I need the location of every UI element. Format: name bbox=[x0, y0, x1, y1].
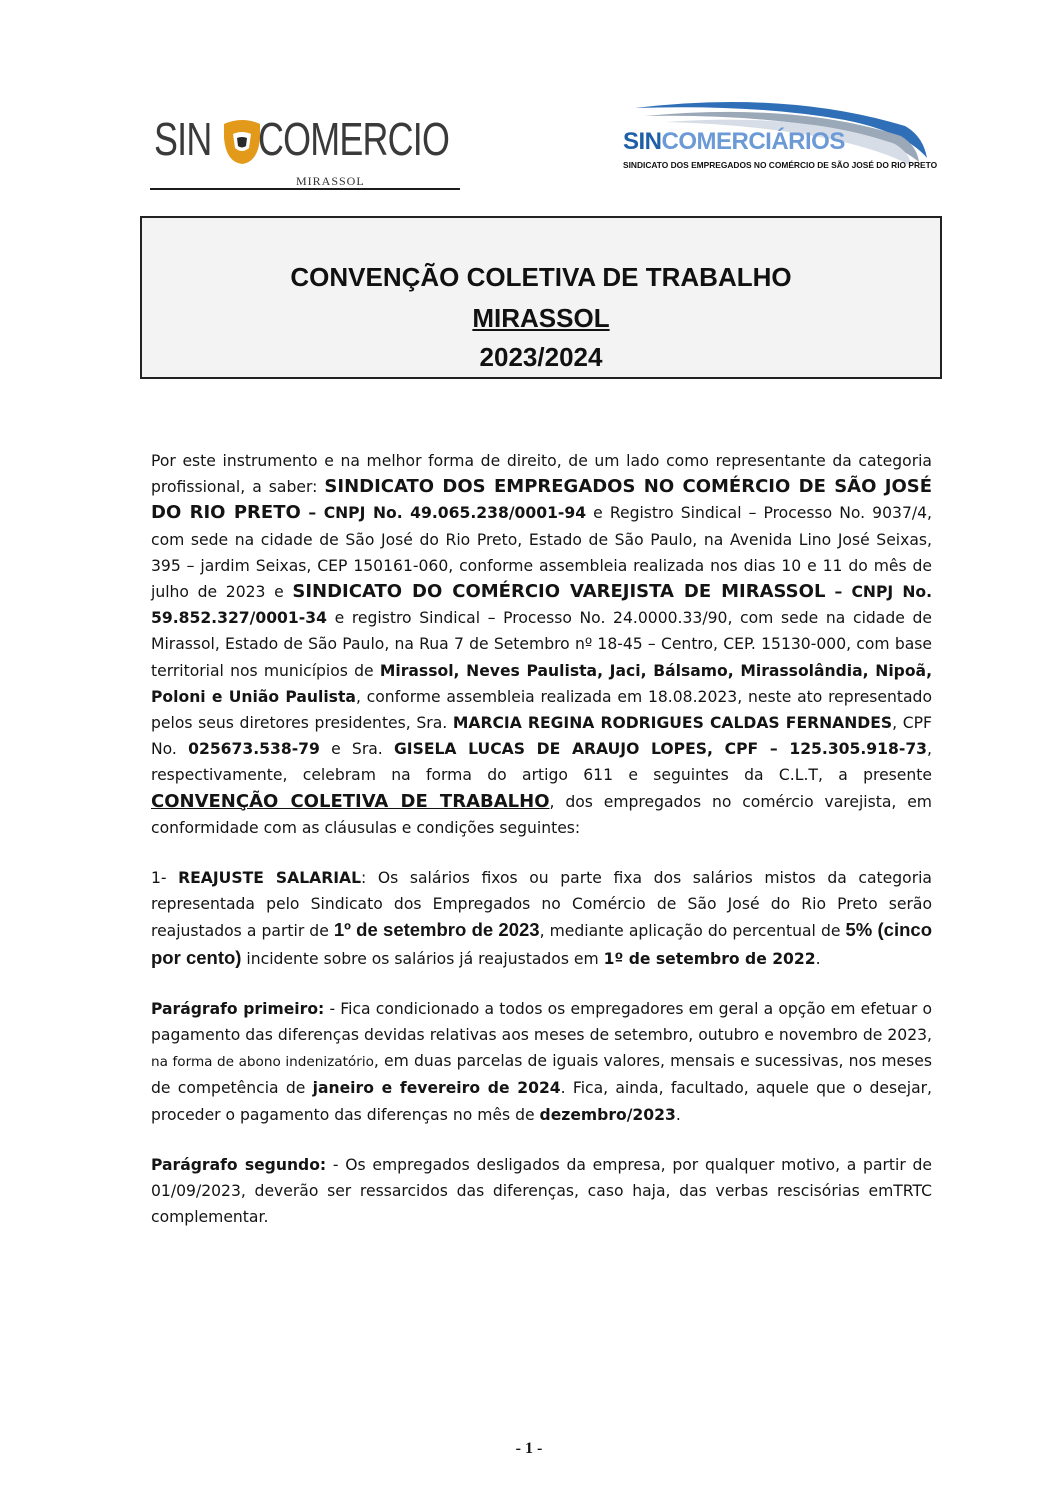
president-2: GISELA LUCAS DE ARAUJO LOPES, CPF – 125.305.918-73 bbox=[393, 740, 928, 759]
paragraph-first bbox=[151, 996, 932, 1128]
spacer bbox=[151, 972, 932, 996]
logo-left-part2: COMERCIO bbox=[258, 113, 450, 165]
para1-small-text: na forma de abono indenizatório bbox=[151, 1054, 374, 1071]
union2-name: SINDICATO DO COMÉRCIO VAREJISTA DE MIRASSOL bbox=[292, 581, 826, 603]
clause1-date2: 1º de setembro de 2022 bbox=[603, 949, 816, 968]
clause1-number: 1- bbox=[151, 869, 179, 888]
spacer bbox=[151, 841, 932, 865]
logo-left-part1: SIN bbox=[154, 113, 212, 165]
intro-text-7: , respectivamente, celebram na forma do artigo 611 e seguintes da C.L.T, a presente bbox=[151, 740, 932, 785]
president-1: MARCIA REGINA RODRIGUES CALDAS FERNANDES bbox=[452, 714, 893, 733]
intro-text-3: e registro Sindical – Processo No. 24.0000.33/90, com sede na cidade de Mirassol, Estado de São Paulo, na Rua 7 de Setembro nº 18-45 – Centro, CEP. 15130-000, com base territorial nos municípios de bbox=[151, 609, 932, 680]
sincomerciarios-logo bbox=[605, 96, 938, 182]
para1-text-3: . Fica, ainda, facultado, aquele que o desejar, proceder o pagamento das diferenças no mês de bbox=[151, 1079, 932, 1124]
logo-right-name-a: SIN bbox=[623, 128, 662, 155]
para1-text-1: - Fica condicionado a todos os empregadores em geral a opção em efetuar o pagamento das diferenças devidas relativas aos meses de setembro, outubro e novembro de 2023, bbox=[151, 999, 932, 1045]
logo-right-title bbox=[623, 128, 845, 156]
logo-city: MIRASSOL bbox=[296, 174, 365, 188]
clause1-text-2: , mediante aplicação do percentual de bbox=[539, 922, 846, 941]
municipalities: Mirassol, Neves Paulista, Jaci, Bálsamo, Mirassolândia, Nipoã, Poloni e União Paulista bbox=[151, 661, 933, 706]
union1-name: SINDICATO DOS EMPREGADOS NO COMÉRCIO DE SÃO JOSÉ DO RIO PRETO bbox=[151, 476, 933, 524]
dash-2: – bbox=[825, 583, 852, 602]
document-body bbox=[151, 448, 932, 1230]
logo-right-name-b: COMERCIÁRIOS bbox=[661, 128, 845, 155]
page-number: - 1 - bbox=[515, 1440, 543, 1457]
agreement-name: CONVENÇÃO COLETIVA DE TRABALHO bbox=[151, 790, 550, 812]
clause1-text-1: : Os salários fixos ou parte fixa dos salários mistos da categoria representada pelo Sindicato dos Empregados no Comércio de São José do Rio Preto serão reajustados a partir de bbox=[151, 869, 932, 941]
dash-1: – bbox=[300, 504, 324, 523]
clause1-percent: 5% (cinco por cento) bbox=[151, 919, 932, 968]
para1-label: Parágrafo primeiro: bbox=[151, 999, 325, 1018]
intro-text-6: e Sra. bbox=[319, 740, 394, 759]
intro-paragraph bbox=[151, 448, 932, 841]
title-box bbox=[140, 216, 942, 379]
para2-label: Parágrafo segundo: bbox=[151, 1155, 327, 1174]
document-city: MIRASSOL bbox=[472, 303, 610, 333]
para1-months: janeiro e fevereiro de 2024 bbox=[312, 1079, 561, 1098]
spacer bbox=[151, 1128, 932, 1152]
intro-text-1: Por este instrumento e na melhor forma de direito, de um lado como representante da categoria profissional, a saber: bbox=[151, 452, 932, 497]
para1-december: dezembro/2023 bbox=[539, 1105, 676, 1124]
para1-text-4: . bbox=[675, 1105, 681, 1124]
clause1-text-3: incidente sobre os salários já reajustados em bbox=[241, 949, 604, 968]
clause-1 bbox=[151, 865, 932, 972]
intro-text-5: , CPF No. bbox=[151, 714, 932, 759]
document-period: 2023/2024 bbox=[479, 342, 603, 372]
clause1-text-4: . bbox=[815, 949, 821, 968]
paragraph-second bbox=[151, 1152, 932, 1231]
union1-cnpj: CNPJ No. 49.065.238/0001-94 bbox=[323, 504, 587, 523]
logo-right-subtitle: SINDICATO DOS EMPREGADOS NO COMÉRCIO DE SÃO JOSÉ DO RIO PRETO bbox=[623, 160, 938, 170]
para2-text-1: - Os empregados desligados da empresa, por qualquer motivo, a partir de 01/09/2023, deverão ser ressarcidos das diferenças, caso haja, das verbas rescisórias emTRTC complementar. bbox=[151, 1155, 932, 1227]
para1-text-2: , em duas parcelas de iguais valores, mensais e sucessivas, nos meses de competência de bbox=[151, 1052, 932, 1098]
intro-text-4: , conforme assembleia realizada em 18.08.2023, neste ato representado pelos seus diretores presidentes, Sra. bbox=[151, 687, 933, 733]
cpf-1: 025673.538-79 bbox=[188, 740, 320, 759]
document-title: CONVENÇÃO COLETIVA DE TRABALHO bbox=[290, 262, 792, 292]
intro-text-2: e Registro Sindical – Processo No. 9037/4, com sede na cidade de São José do Rio Preto, Estado de São Paulo, na Avenida Lino José Seixas, 395 – jardim Seixas, CEP 150161-060, conforme assembleia realizada nos dias 10 e 11 do mês de julho de 2023 e bbox=[151, 504, 932, 602]
union2-cnpj: CNPJ No. 59.852.327/0001-34 bbox=[151, 583, 933, 628]
clause1-date: 1º de setembro de 2023 bbox=[333, 919, 540, 941]
clause1-heading: REAJUSTE SALARIAL bbox=[178, 869, 362, 888]
intro-text-8: , dos empregados no comércio varejista, em conformidade com as cláusulas e condições seguintes: bbox=[151, 792, 933, 837]
